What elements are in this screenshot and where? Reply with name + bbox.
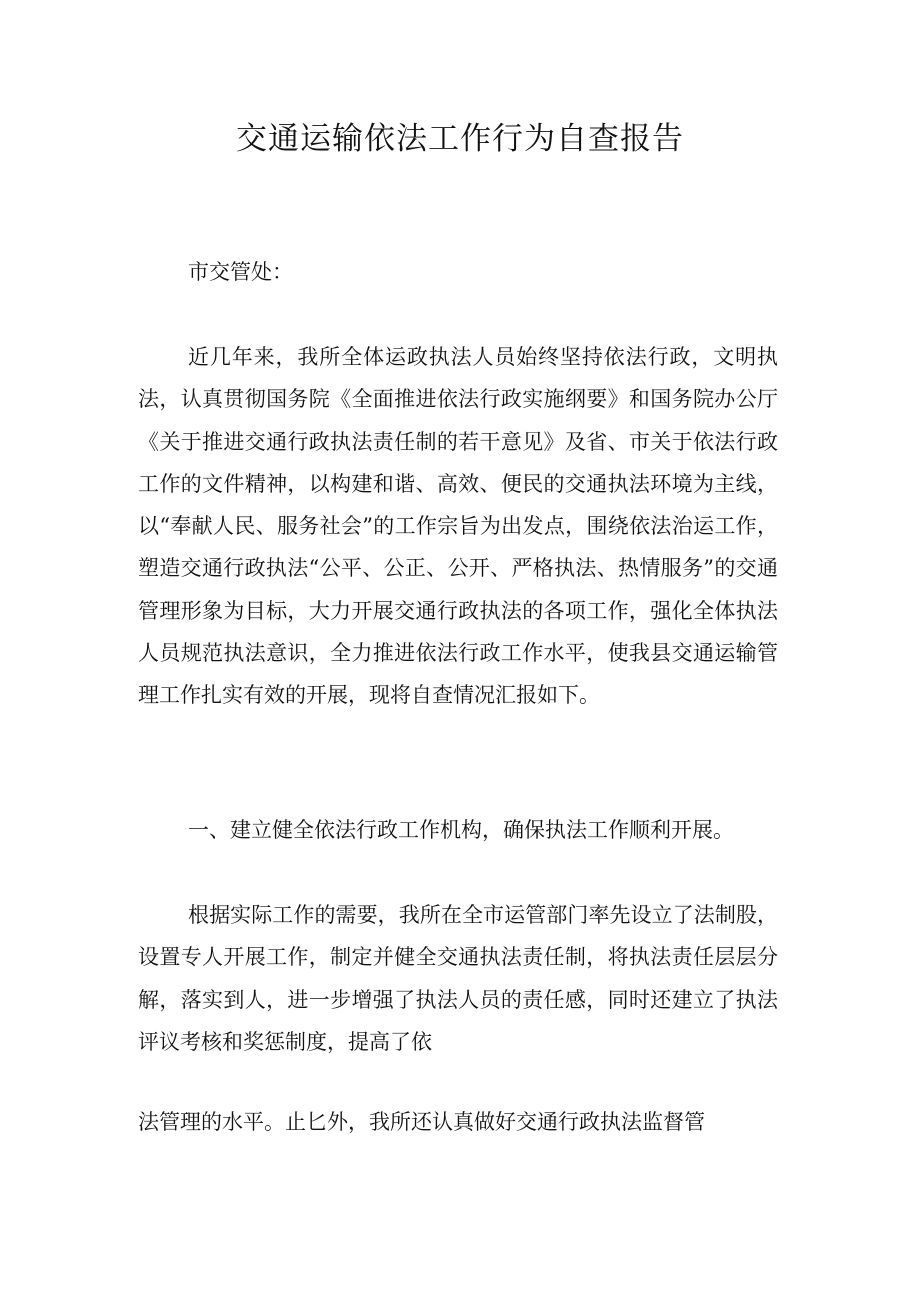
section-1-continued-paragraph: 法管理的水平。止匕外，我所还认真做好交通行政执法监督管: [138, 1110, 705, 1134]
section-1-body-paragraph: 根据实际工作的需要，我所在全市运管部门率先设立了法制股，设置专人开展工作，制定并健全交通执法责任制，将执法责任层层分解，落实到人，进一步增强了执法人员的责任感，同时还建立了执法评议考核和奖惩制度，提高了依: [138, 903, 778, 1054]
intro-paragraph: 近几年来，我所全体运政执法人员始终坚持依法行政，文明执法，认真贯彻国务院《全面推进依法行政实施纲要》和国务院办公厅《关于推进交通行政执法责任制的若干意见》及省、市关于依法行政工作的文件精神，以构建和谐、高效、便民的交通执法环境为主线，以“奉献人民、服务社会”的工作宗旨为出发点，围绕依法治运工作，塑造交通行政执法“公平、公正、公开、严格执法、热情服务”的交通管理形象为目标，大力开展交通行政执法的各项工作，强化全体执法人员规范执法意识，全力推进依法行政工作水平，使我县交通运输管理工作扎实有效的开展，现将自查情况汇报如下。: [138, 345, 778, 708]
section-1-heading: 一、建立健全依法行政工作机构，确保执法工作顺利开展。: [188, 818, 734, 842]
salutation: 市交管处：: [188, 260, 293, 284]
document-title: 交通运输依法工作行为自查报告: [236, 121, 684, 157]
